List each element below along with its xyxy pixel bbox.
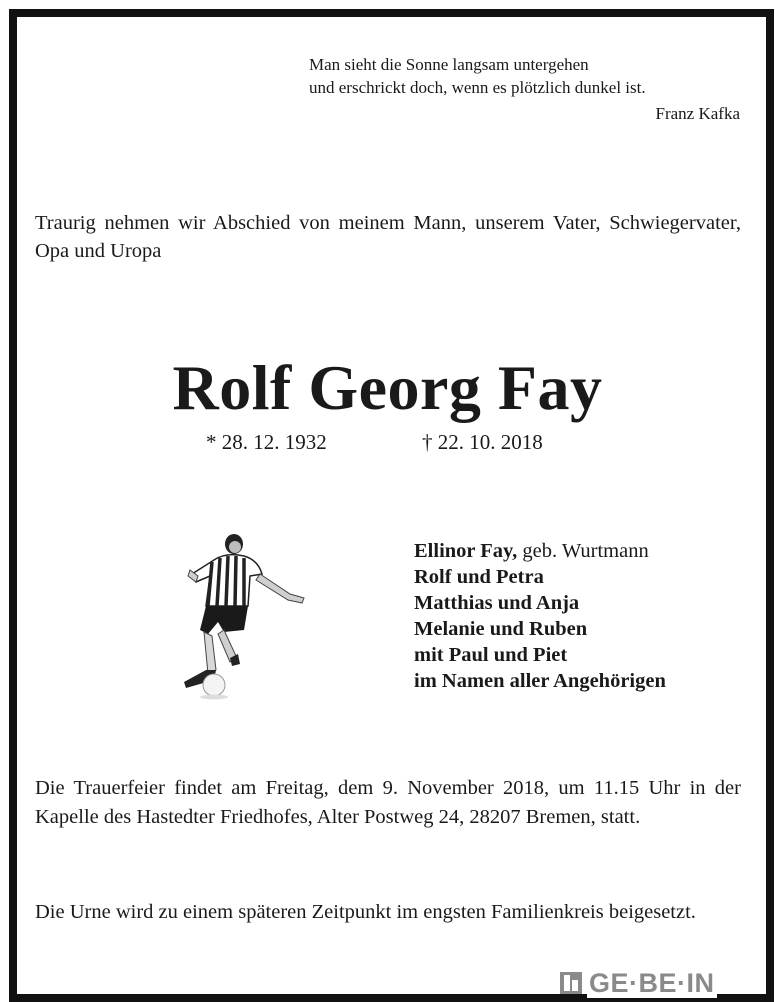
publisher-logo <box>560 968 717 998</box>
deceased-name: Rolf Georg Fay <box>172 352 603 423</box>
birth-date: * 28. 12. 1932 <box>206 430 327 454</box>
family-line-3: Matthias und Anja <box>414 592 580 614</box>
family-line-6: im Namen aller Angehörigen <box>414 670 666 692</box>
intro-text: Traurig nehmen wir Abschied von meinem Mann, unserem Vater, Schwiegervater, Opa und Uropa <box>35 212 741 262</box>
quote-author: Franz Kafka <box>655 104 740 123</box>
family-widow-name: Ellinor Fay, <box>414 540 518 562</box>
family-line-1 <box>414 538 754 564</box>
quote-line-2: und erschrickt doch, wenn es plötzlich dunkel ist. <box>309 78 646 97</box>
death-date: † 22. 10. 2018 <box>422 430 543 454</box>
quote-block <box>309 53 740 125</box>
urn-burial-text: Die Urne wird zu einem späteren Zeitpunkt im engsten Familienkreis beigesetzt. <box>35 901 696 923</box>
quote-line-1: Man sieht die Sonne langsam untergehen <box>309 55 589 74</box>
family-line-2: Rolf und Petra <box>414 566 544 588</box>
funeral-service-text: Die Trauerfeier findet am Freitag, dem 9. November 2018, um 11.15 Uhr in der Kapelle des Hastedter Friedhofes, Alter Postweg 24, 28207 Bremen, statt. <box>35 777 741 828</box>
logo-text: GE·BE·IN <box>589 968 715 998</box>
logo-mark-icon <box>560 972 582 994</box>
family-line-5: mit Paul und Piet <box>414 644 568 666</box>
family-list <box>414 538 754 694</box>
family-line-4: Melanie und Ruben <box>414 618 588 640</box>
soccer-player-icon <box>178 530 310 700</box>
family-widow-maiden: geb. Wurtmann <box>517 540 649 562</box>
